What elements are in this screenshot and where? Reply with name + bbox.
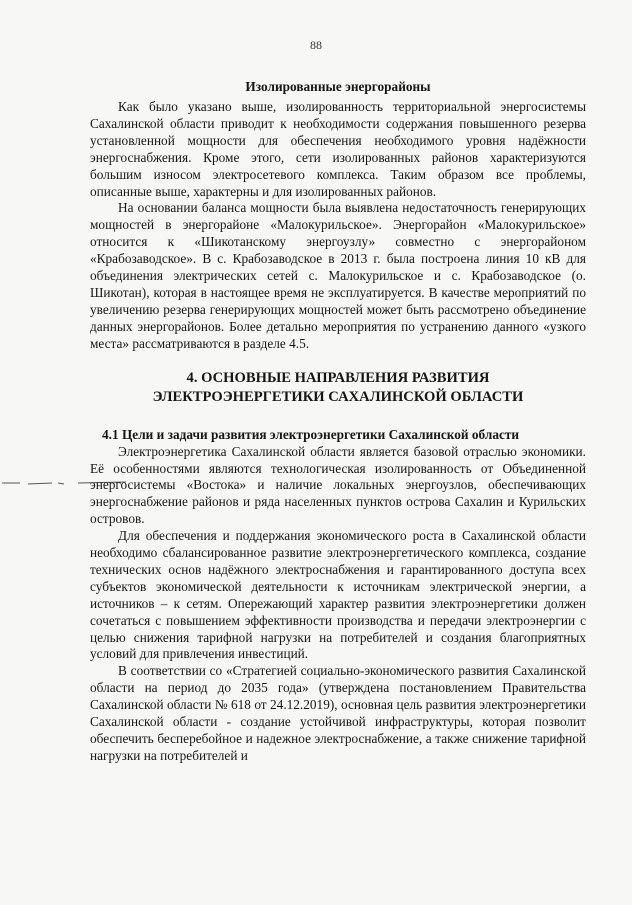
document-body [90,78,586,765]
subsection-heading: 4.1 Цели и задачи развития электроэнергетики Сахалинской области [102,426,520,442]
chapter-title [90,369,586,407]
paragraph-goals-3: В соответствии со «Стратегией социально-экономического развития Сахалинской области на период до 2035 года» (утверждена постановлением Правительства Сахалинской области № 618 от 24.12.2019), основная цель развития электроэнергетики Сахалинской области - создание устойчивой инфраструктуры, которая позволит обеспечить бесперебойное и надежное электроснабжение, а также снижение тарифной нагрузки на потребителей и [90,663,586,763]
paragraph-isolated-1: Как было указано выше, изолированность территориальной энергосистемы Сахалинской области приводит к необходимости содержания повышенного резерва установленной мощности для обеспечения необходимого уровня надёжности энергоснабжения. Кроме этого, сети изолированных районов характеризуются большим износом электросетевого комплекса. Таким образом все проблемы, описанные выше, характерны и для изолированных районов. [90,99,586,199]
chapter-title-line-1: 4. ОСНОВНЫЕ НАПРАВЛЕНИЯ РАЗВИТИЯ [186,369,490,386]
page-number: 88 [310,38,322,52]
paragraph-goals-1: Электроэнергетика Сахалинской области является базовой отраслью экономики. Её особенностями являются технологическая изолированность от Объединенной энергосистемы «Востока» и наличие локальных энергоузлов, обеспечивающих энергоснабжение районов и ряда населенных пунктов острова Сахалин и Курильских островов. [90,443,586,527]
chapter-title-line-2: ЭЛЕКТРОЭНЕРГЕТИКИ САХАЛИНСКОЙ ОБЛАСТИ [152,388,524,405]
paragraph-isolated-2: На основании баланса мощности была выявлена недостаточность генерирующих мощностей в энергорайоне «Малокурильское». Энергорайон «Малокурильское» относится к «Шикотанскому энергоузлу» совместно с энергорайоном «Крабозаводское». В с. Крабозаводское в 2013 г. была построена линия 10 кВ для объединения электрических сетей с. Малокурильское и с. Крабозаводское (о. Шикотан), которая в настоящее время не эксплуатируется. В качестве мероприятий по увеличению резерва генерирующих мощностей может быть рассмотрено объединение данных энергорайонов. Более детально мероприятия по устранению данного «узкого места» рассматриваются в разделе 4.5. [90,200,586,351]
paragraph-goals-2: Для обеспечения и поддержания экономического роста в Сахалинской области необходимо сбалансированное развитие электроэнергетического комплекса, создание технических основ надёжного электроснабжения и гарантированного доступа всех субъектов экономической деятельности к источникам электрической энергии, а источников – к сетям. Опережающий характер развития электроэнергетики должен сочетаться с повышением эффективности производства и передачи электроэнергии с целью снижения тарифной нагрузки на потребителей и создания благоприятных условий для привлечения инвестиций. [90,528,586,662]
section-heading-isolated: Изолированные энергорайоны [245,79,431,94]
